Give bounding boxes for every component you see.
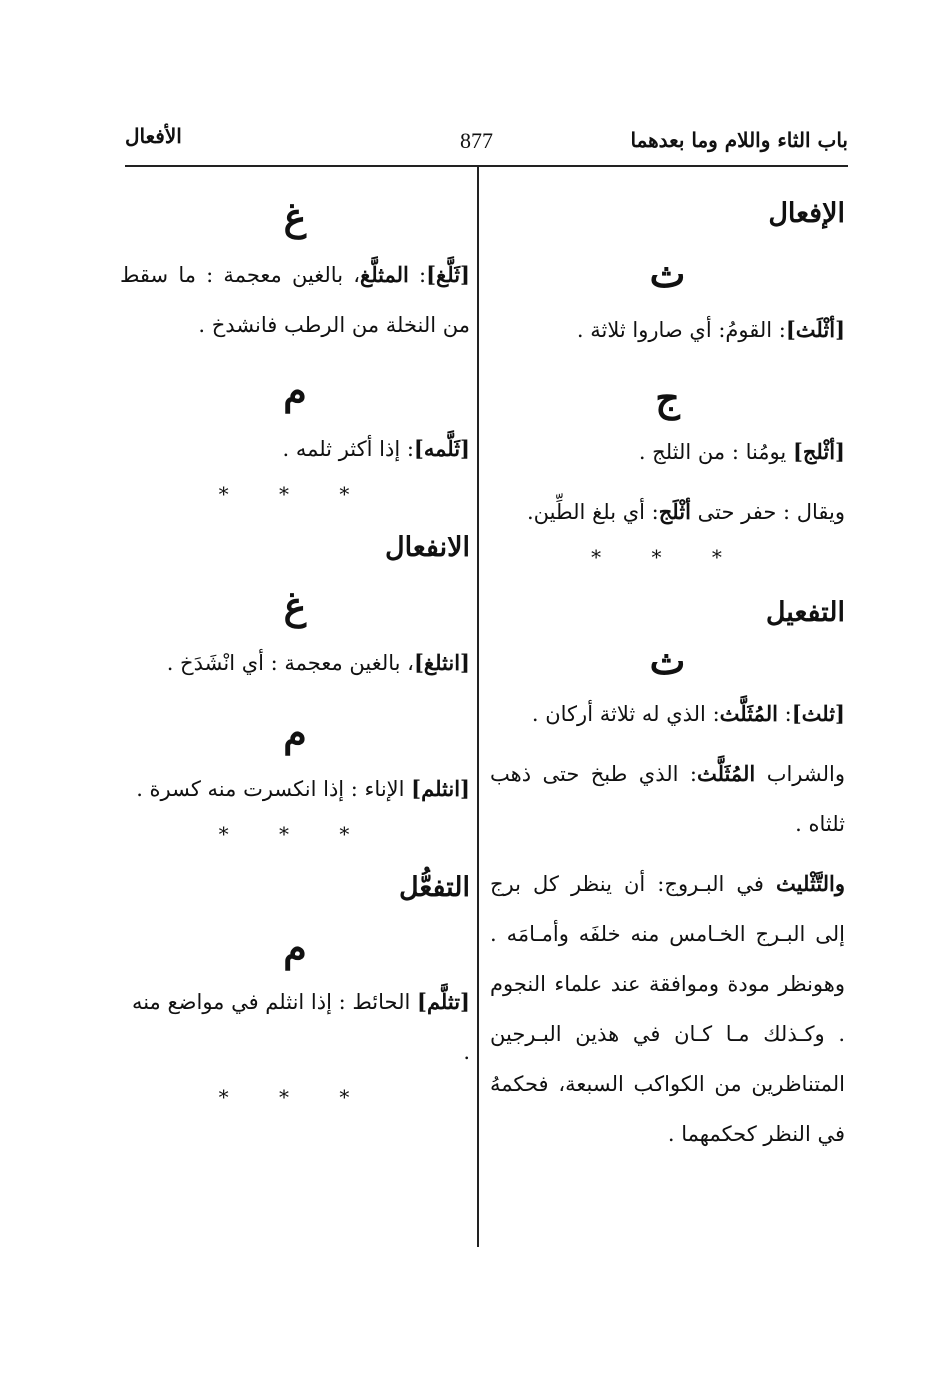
- entry-inthalam: [120, 764, 470, 814]
- letter-heading-ghain: غ: [283, 194, 307, 239]
- entry-derived-word: المُثَلَّث: [696, 761, 756, 787]
- running-head-left: الأفعال: [125, 124, 182, 148]
- entry-headword: [أثْلَث]: [785, 316, 845, 342]
- header-rule: [125, 165, 848, 167]
- entry-text: :: [408, 262, 427, 287]
- entry-athlaj: [490, 427, 845, 477]
- entry-tathallam: [120, 977, 470, 1077]
- entry-derived-word: المثلَّغ: [360, 261, 409, 287]
- entry-thallath: [490, 689, 845, 739]
- entry-derived-word: والتَّثْليث: [776, 871, 845, 897]
- entry-headword: [أثْلج]: [792, 438, 845, 464]
- entry-text: :: [777, 702, 792, 727]
- right-column: [490, 190, 845, 1159]
- entry-headword: [تثلَّم]: [417, 988, 470, 1014]
- entry-tathlith: [490, 859, 845, 1159]
- entry-text: ، بالغين معجمة : أي انْشَدَخ .: [166, 651, 414, 676]
- section-title-infi3al: الانفعال: [385, 531, 470, 563]
- entry-headword: [انثلم]: [411, 776, 470, 802]
- page-number: 877: [460, 128, 493, 153]
- section-title-tafa33ul: التفعُّل: [398, 872, 470, 904]
- entry-inthalagh: [120, 638, 470, 688]
- column-divider: [477, 167, 479, 1247]
- section-separator: * * *: [218, 481, 372, 506]
- letter-heading-jim: ج: [655, 374, 680, 420]
- entry-thallagh: [120, 250, 470, 350]
- entry-thallamahu: [120, 424, 470, 474]
- entry-text: : إذا أكثر ثلمه .: [282, 436, 414, 461]
- entry-text: : الذي له ثلاثة أركان .: [531, 702, 720, 727]
- entry-sharab: [490, 749, 845, 849]
- entry-text: الحائط : إذا انثلم في مواضع منه .: [131, 989, 470, 1064]
- entry-text: ويقال : حفر حتى: [690, 499, 845, 524]
- entry-text: في البـروج: أن ينظر كل برج إلى البـرج الخـامس منه خلفَه وأمـامَه . وهونظر مودة وموافقة عند علماء النجوم . وكـذلك مـا كـان في هذين البـرجين المتناظرين من الكواكب السبعة، فحكمهُ في النظر كحكمهما .: [490, 872, 845, 1147]
- entry-text: ، بالغين معجمة : ما سقط من النخلة من الرطب فانشدخ .: [120, 262, 470, 337]
- entry-text: يومُنا : من الثلج .: [638, 439, 793, 464]
- entry-text: : الذي طبخ حتى ذهب ثلثاه .: [490, 762, 845, 837]
- section-title-if3al: الإفعال: [768, 198, 845, 229]
- entry-athlath: [490, 305, 845, 355]
- section-title-taf3il: التفعيل: [765, 596, 845, 628]
- running-head-right: باب الثاء واللام وما بعدهما: [630, 128, 848, 152]
- entry-headword: [ثَلَّغ]: [426, 261, 470, 287]
- letter-heading-tha: ث: [649, 251, 686, 296]
- entry-derived-word: المُثَلَّث: [719, 701, 778, 727]
- entry-text: : القومُ: أي صاروا ثلاثة .: [576, 317, 786, 342]
- entry-athlaj-2: [490, 487, 845, 537]
- section-separator: * * *: [218, 822, 372, 847]
- letter-heading-mim-2: م: [283, 710, 307, 756]
- entry-headword: [انثلغ]: [413, 650, 470, 676]
- entry-headword: [ثَلَّمه]: [413, 435, 470, 461]
- letter-heading-mim: م: [283, 367, 307, 413]
- entry-headword: أثْلَج: [658, 498, 691, 524]
- letter-heading-ghain-2: غ: [283, 582, 307, 628]
- section-separator: * * *: [591, 544, 744, 569]
- section-separator: * * *: [218, 1084, 372, 1109]
- entry-text: والشراب: [755, 762, 845, 787]
- letter-heading-mim-3: م: [283, 925, 307, 971]
- entry-headword: [ثلث]: [791, 701, 845, 727]
- entry-text: الإناء : إذا انكسرت منه كسرة .: [136, 777, 412, 802]
- entry-text: : أي بلغ الطِّين.: [526, 499, 659, 524]
- left-column: [120, 190, 470, 1109]
- letter-heading-tha-2: ث: [649, 637, 686, 683]
